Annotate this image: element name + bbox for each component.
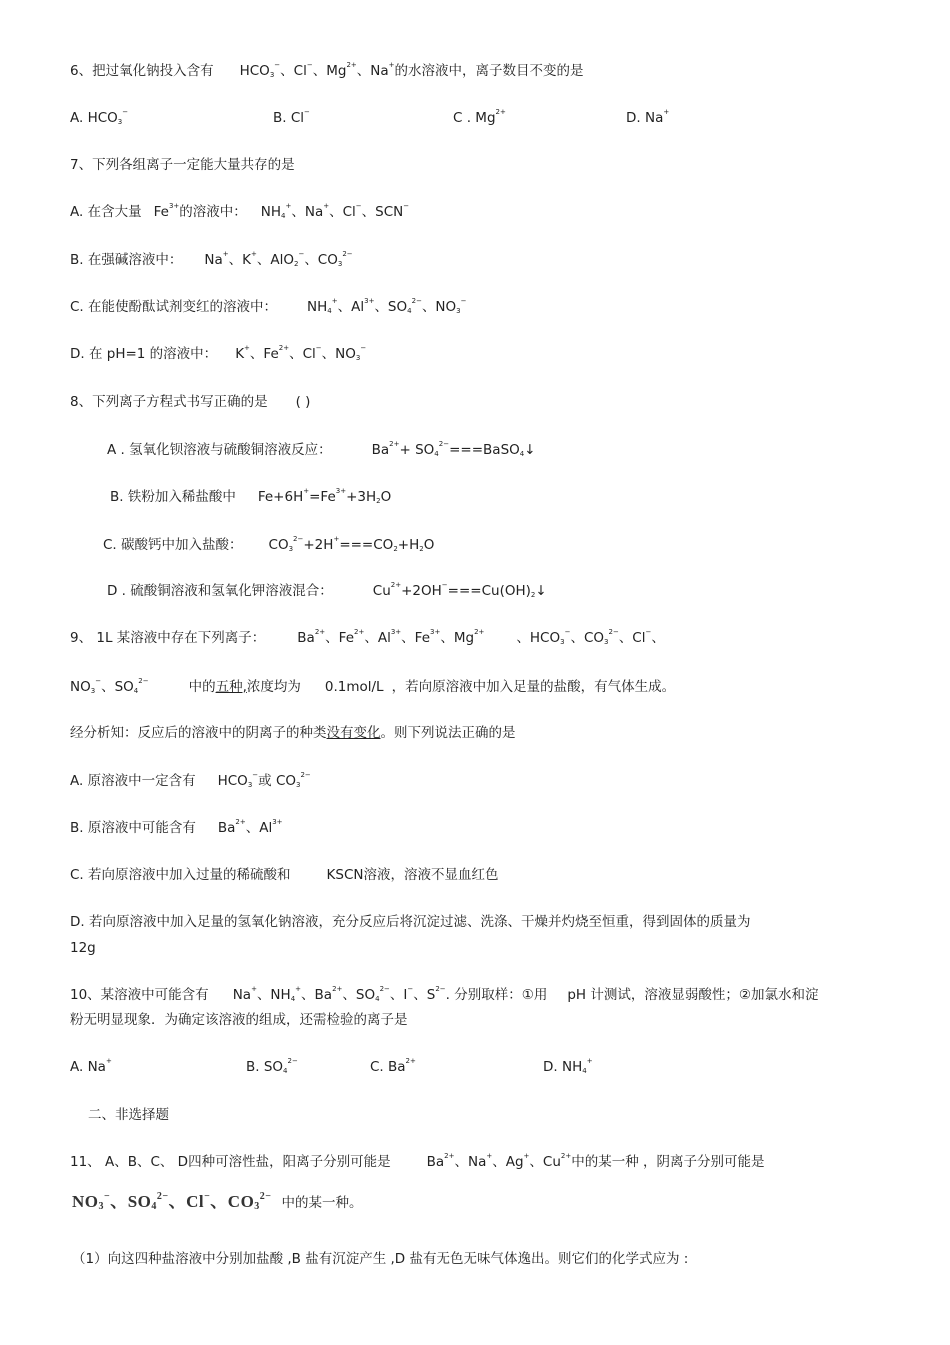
q8-d-eq-arrow: ↓ [535,583,547,599]
q11-subquestion-1 [72,1250,688,1268]
q8-answer-paren: ( ) [295,394,311,410]
q11-stem: 11、 A、B、C、 D四种可溶性盐，阳离子分别可能是 [70,1154,391,1170]
q10-option-c: C. $Ba^{2+}$ [370,1057,416,1075]
q6-ion-hco3: HCO [239,63,270,79]
q9-stem-line: 9、 1L 某溶液中存在下列离子： $Ba^{2+}$、$Fe^{2+}$、$Al^{3+}$、$Fe^{3+}$、$Mg^{2+}$ 、$HCO_3^-$、$CO_3^{2-}$、Cl−、 [70,628,665,646]
q8-c-eq-h2: +H [397,537,420,553]
q11-line-2 [72,1193,363,1212]
q10-ion-na: Na [232,987,252,1003]
q7-a-mid: 的溶液中： [179,204,247,220]
q8-a-eq-baso4: ===BaSO [449,442,520,458]
q8-b-eq-lhs: Fe+6H [257,489,304,505]
q7-a-text: A. 在含大量 [70,204,142,220]
q9-no-change: 没有变化 [326,725,381,741]
q9-d-mass: 12g [70,940,96,956]
q10-d-label: D. NH [543,1059,583,1075]
q6-ion-mg: 、Mg [312,63,347,79]
q9-c-text: C. 若向原溶液中加入过量的稀硫酸和 [70,867,291,883]
q7-option-a: A. 在含大量 $Fe^{3+}$的溶液中： $NH_4^+$、Na+、Cl−、SCN− [70,202,410,220]
q6-option-a: A. $HCO_3^-$ [70,108,129,126]
q7-a-na: 、Na [291,204,324,220]
q9-ion-co3: 、CO [570,630,605,646]
q11-anion-cl: 、Cl [168,1192,205,1211]
q11-sub1-text: （1）向这四种盐溶液中分别加盐酸 ,B 盐有沉淀产生 ,D 盐有无色无味气体逸出。则它们的化学式应为 : [72,1251,689,1267]
q10-stem: 10、某溶液中可能含有 [70,987,209,1003]
q9-option-a: A. 原溶液中一定含有 $HCO_3^-$或 $CO_3^{2-}$ [70,771,311,789]
q8-c-eq-co2: ===CO [339,537,394,553]
q8-c-eq-o: O [423,537,435,553]
q9-ion-al: 、Al [364,630,391,646]
q10-b-label: B. SO [246,1059,284,1075]
q6-ion-cl: 、Cl [280,63,307,79]
q7-d-no3: 、NO [321,346,356,362]
q7-d-k: K [235,346,245,362]
q8-stem-text: 8、下列离子方程式书写正确的是 [70,394,268,410]
q9-line-2: $NO_3^-$、$SO_4^{2-}$ 中的五种,浓度均为 0.1mol/L ，若向原溶液中加入足量的盐酸，有气体生成。 [70,677,676,695]
q7-d-cl: 、Cl [289,346,316,362]
q7-stem [70,156,295,174]
q7-b-na: Na [204,252,223,268]
q8-a-eq-arrow: ↓ [524,442,536,458]
q11-stem-line: 11、 A、B、C、 D四种可溶性盐，阳离子分别可能是 $Ba^{2+}$、Na+、Ag+、$Cu^{2+}$中的某一种 ，阴离子分别可能是 [70,1152,765,1170]
q9-stem: 9、 1L 某溶液中存在下列离子： [70,630,266,646]
q6-option-a-label: A. HCO [70,110,118,126]
q8-d-eq-cu: Cu [372,583,391,599]
q11-cation-na: 、Na [454,1154,487,1170]
q8-option-b: B. 铁粉加入稀盐酸中 $Fe+6H^+=Fe^{3+}+3H_2O$ [110,487,392,505]
q7-b-alo2: 、AlO [256,252,294,268]
q9-option-d [70,913,750,931]
anion-formula-image: $NO_3^-$、$SO_4^{2-}$、Cl−、$CO_3^{2-}$ [72,1191,272,1212]
q10-tail-2: pH 计测试，溶液显弱酸性；②加氯水和淀 [567,987,819,1003]
q9-ion-fe3: 、Fe [401,630,431,646]
q10-option-d: D. $NH_4^+$ [543,1057,593,1075]
q9-line-3 [70,724,516,742]
q7-option-d: D. 在 pH=1 的溶液中： K+、$Fe^{2+}$、Cl−、$NO_3^-$ [70,344,367,362]
q7-d-fe: 、Fe [249,346,279,362]
q8-option-d: D . 硫酸铜溶液和氢氧化钾溶液混合： $Cu^{2+}+2OH^-===Cu(OH)_2↓$ [107,581,547,599]
q9-a-co3: 或 CO [258,773,296,789]
section-heading-text: 二、非选择题 [88,1107,169,1123]
q8-d-eq-oh: +2OH [401,583,442,599]
q8-b-eq-h2: +3H [346,489,377,505]
q9-line2-c: ，若向原溶液中加入足量的盐酸，有气体生成。 [391,679,676,695]
q11-stem-tail: 中的某一种 ，阴离子分别可能是 [571,1154,765,1170]
q10-ion-nh4: 、NH [256,987,291,1003]
q8-d-eq-cuoh2: ===Cu(OH) [447,583,531,599]
q8-option-c: C. 碳酸钙中加入盐酸： $CO_3^{2-}+2H^+===CO_2+H_2O$ [103,535,435,553]
q10-ion-so4: 、SO [342,987,376,1003]
q9-ion-no3: NO [70,679,91,695]
q7-stem-text: 7、下列各组离子一定能大量共存的是 [70,157,295,173]
q9-ion-ba: Ba [297,630,315,646]
q9-line3-b: 。则下列说法正确的是 [380,725,516,741]
q10-ion-s: 、S [413,987,436,1003]
q6-option-d: D. Na+ [626,108,670,126]
q7-c-so4: 、SO [374,299,408,315]
q10-line2-text: 粉无明显现象．为确定该溶液的组成，还需检验的离子是 [70,1012,408,1028]
q9-concentration: 0.1mol/L [324,679,384,695]
q10-tail-1: . 分别取样：①用 [445,987,548,1003]
q6-option-b-label: B. Cl [273,110,305,126]
q9-line2-b: 浓度均为 [246,679,301,695]
q9-option-c [70,866,498,884]
q8-c-eq-h: +2H [303,537,334,553]
q9-line2-a: 中的 [188,679,216,695]
q8-b-text: B. 铁粉加入稀盐酸中 [110,489,236,505]
q7-option-c: C. 在能使酚酞试剂变红的溶液中： $NH_4^+$、$Al^{3+}$、$SO_4^{2-}$、$NO_3^-$ [70,297,467,315]
q9-b-text: B. 原溶液中可能含有 [70,820,196,836]
q7-c-text: C. 在能使酚酞试剂变红的溶液中： [70,299,278,315]
q9-a-text: A. 原溶液中一定含有 [70,773,196,789]
q9-d-text: D. 若向原溶液中加入足量的氢氧化钠溶液，充分反应后将沉淀过滤、洗涤、干燥并灼烧至恒重，得到固体的质量为 [70,914,751,930]
q9-c-tail: KSCN溶液，溶液不显血红色 [326,867,499,883]
q9-b-al: 、Al [245,820,273,836]
q7-b-text: B. 在强碱溶液中： [70,252,183,268]
q8-option-a: A . 氢氧化钡溶液与硫酸铜溶液反应： $Ba^{2+}+$ $SO_4^{2-}===BaSO_4↓$ [107,440,536,458]
q9-option-b: B. 原溶液中可能含有 $Ba^{2+}$、$Al^{3+}$ [70,818,283,836]
q11-cation-ba: Ba [426,1154,445,1170]
q8-b-eq-o: O [380,489,392,505]
q11-line2-tail: 中的某一种。 [281,1195,363,1211]
q6-stem-line: 6、把过氧化钠投入含有 $HCO_3^-$、Cl−、$Mg^{2+}$、Na+的水溶液中，离子数目不变的是 [70,61,584,79]
q9-option-d-cont [70,939,96,957]
q7-a-scn: 、SCN [361,204,404,220]
section-heading [88,1106,169,1124]
q10-ion-i: 、I [389,987,408,1003]
q10-ion-ba: 、Ba [301,987,333,1003]
q8-c-text: C. 碳酸钙中加入盐酸： [103,537,243,553]
q7-option-b: B. 在强碱溶液中： Na+、K+、AlO$_2$−、$CO_3^{2-}$ [70,250,353,268]
q7-c-nh4: NH [307,299,328,315]
q11-cation-cu: 、Cu [529,1154,561,1170]
q8-d-text: D . 硫酸铜溶液和氢氧化钾溶液混合： [107,583,333,599]
q7-a-nh4: NH [260,204,282,220]
q7-b-k: 、K [228,252,251,268]
q9-b-ba: Ba [217,820,236,836]
q10-option-b: B. $SO_4^{2-}$ [246,1057,298,1075]
q6-option-b: B. Cl− [273,108,310,126]
q9-a-hco3: HCO [217,773,248,789]
q9-ion-so4: 、SO [101,679,134,695]
q8-stem [70,393,310,411]
q9-ion-sep: 、 [651,630,665,646]
q9-ion-fe2: 、Fe [325,630,355,646]
q10-line-2 [70,1011,408,1029]
q6-stem: 6、把过氧化钠投入含有 [70,63,214,79]
q8-b-eq-fe: =Fe [309,489,336,505]
q8-c-eq-co3: CO [268,537,289,553]
q11-anion-no3: NO [72,1192,99,1211]
q9-line3-a: 经分析知：反应后的溶液中的阴离子的种类 [70,725,327,741]
q11-anion-co3: 、CO [210,1192,255,1211]
q9-ion-hco3: 、HCO [516,630,561,646]
q6-stem-tail: 的水溶液中，离子数目不变的是 [394,63,584,79]
q7-b-co3: 、CO [304,252,338,268]
q6-option-d-label: D. Na [626,110,664,126]
q11-cation-ag: 、Ag [492,1154,524,1170]
q6-option-c-label: C . Mg [453,110,496,126]
q7-d-text: D. 在 pH=1 的溶液中： [70,346,218,362]
q8-a-eq-so4: + SO [399,442,435,458]
q9-ion-mg: 、Mg [440,630,475,646]
q10-stem-line: 10、某溶液中可能含有 Na+、$NH_4^+$、$Ba^{2+}$、$SO_4^{2-}$、I−、$S^{2-}$. 分别取样：①用 pH 计测试，溶液显弱酸性；②加氯水和淀 [70,985,819,1003]
q6-ion-na: 、Na [356,63,389,79]
q10-a-label: A. Na [70,1059,106,1075]
q9-five-kinds: 五种, [215,679,247,695]
q8-a-text: A . 氢氧化钡溶液与硫酸铜溶液反应： [107,442,332,458]
q10-c-label: C. Ba [370,1059,406,1075]
q10-option-a: A. Na+ [70,1057,112,1075]
q9-ion-cl: 、Cl [618,630,646,646]
q7-a-fe: Fe [153,204,169,220]
q11-anion-so4: 、SO [110,1192,152,1211]
q7-c-no3: 、NO [421,299,457,315]
q8-a-eq-ba: Ba [371,442,390,458]
q7-c-al: 、Al [337,299,365,315]
q6-option-c: C . $Mg^{2+}$ [453,108,506,126]
q7-a-cl: 、Cl [329,204,356,220]
